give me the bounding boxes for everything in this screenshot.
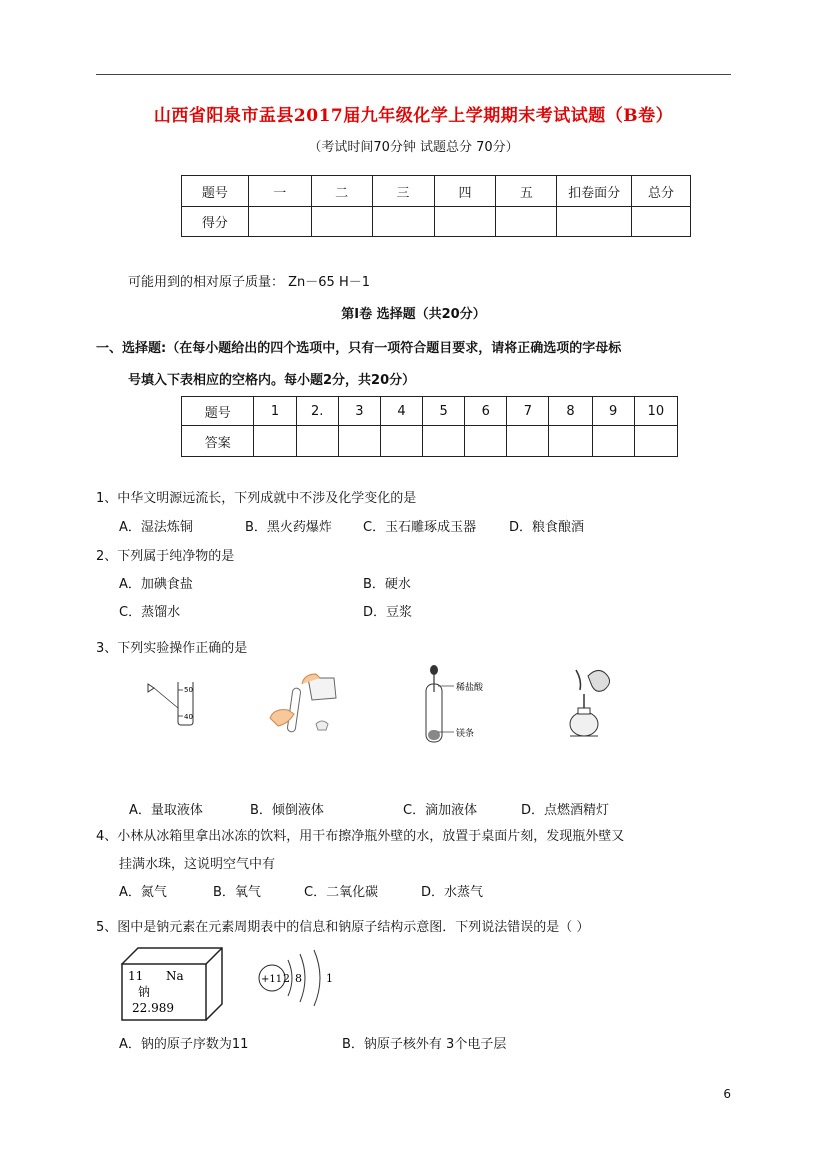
atom-structure-figure	[254, 948, 344, 1010]
answer-table-answer-row	[182, 426, 678, 457]
q5-option-a: A．钠的原子序数为11	[119, 1037, 249, 1052]
section-title: 第Ⅰ卷 选择题（共20分）	[341, 307, 486, 322]
atom-nucleus: +11	[261, 974, 283, 985]
q3-option-b: B．倾倒液体	[250, 803, 324, 818]
score-table-blank-cell	[248, 207, 311, 237]
measuring-cylinder-figure	[140, 678, 215, 728]
answer-table-blank-cell	[507, 426, 549, 457]
answer-table-header-6: 6	[465, 397, 507, 426]
question-4-stem-line-1: 4、小林从冰箱里拿出冰冻的饮料，用干布擦净瓶外壁的水，放置于桌面片刻，发现瓶外壁又	[96, 829, 625, 844]
answer-table-header-9: 9	[592, 397, 634, 426]
score-table-header-row	[182, 176, 691, 207]
answer-table-blank-cell	[465, 426, 507, 457]
score-table	[181, 175, 691, 237]
cylinder-tick-50: 50	[184, 686, 193, 694]
score-table-blank-cell	[434, 207, 496, 237]
top-rule	[96, 74, 731, 75]
score-table-header-5: 五	[496, 176, 557, 207]
answer-table-header-3: 3	[338, 397, 380, 426]
dropper-figure	[414, 664, 524, 748]
answer-table-header-7: 7	[507, 397, 549, 426]
q3-option-c: C．滴加液体	[403, 803, 478, 818]
answer-table-blank-cell	[592, 426, 634, 457]
score-table-header-7: 总分	[631, 176, 690, 207]
element-symbol: Na	[166, 969, 184, 983]
shell-3-electrons: 1	[326, 972, 333, 985]
answer-table-header-5: 5	[423, 397, 465, 426]
cylinder-tick-40: 40	[184, 713, 193, 721]
score-table-header-4: 四	[434, 176, 496, 207]
ribbon-label: 镁条	[456, 729, 475, 739]
question-2-stem: 2、下列属于纯净物的是	[96, 549, 235, 564]
question-5-stem: 5、图中是钠元素在元素周期表中的信息和钠原子结构示意图．下列说法错误的是（ ）	[96, 920, 590, 935]
q5-option-b: B．钠原子核外有 3个电子层	[342, 1037, 507, 1052]
answer-table	[181, 396, 678, 457]
pouring-liquid-figure	[264, 668, 346, 740]
q1-option-a: A．湿法炼铜	[119, 520, 193, 535]
q3-option-d: D．点燃酒精灯	[521, 803, 610, 818]
answer-table-blank-cell	[254, 426, 296, 457]
q3-option-a: A．量取液体	[129, 803, 203, 818]
answer-table-header-1: 1	[254, 397, 296, 426]
score-table-blank-cell	[311, 207, 372, 237]
score-table-blank-cell	[631, 207, 690, 237]
answer-table-header-4: 4	[380, 397, 422, 426]
answer-table-blank-cell	[338, 426, 380, 457]
answer-table-blank-cell	[423, 426, 465, 457]
alcohol-lamp-figure	[558, 664, 620, 744]
answer-table-header-10: 10	[634, 397, 677, 426]
score-table-score-row	[182, 207, 691, 237]
q2-option-d: D．豆浆	[363, 605, 413, 620]
page-number: 6	[723, 1087, 731, 1101]
answer-table-header-0: 题号	[182, 397, 254, 426]
page-title: 山西省阳泉市盂县2017届九年级化学上学期期末考试试题（B卷）	[153, 106, 674, 126]
question-1-stem: 1、中华文明源远流长，下列成就中不涉及化学变化的是	[96, 491, 417, 506]
exam-info: （考试时间70分钟 试题总分 70分）	[308, 140, 519, 155]
answer-table-blank-cell	[634, 426, 677, 457]
q1-option-c: C．玉石雕琢成玉器	[363, 520, 477, 535]
score-table-header-3: 三	[372, 176, 434, 207]
score-table-header-0: 题号	[182, 176, 249, 207]
instruction-line-1: 一、选择题:（在每小题给出的四个选项中，只有一项符合题目要求，请将正确选项的字母标	[96, 341, 622, 356]
answer-table-row-label: 答案	[182, 426, 254, 457]
score-table-row-label: 得分	[182, 207, 249, 237]
answer-table-blank-cell	[296, 426, 338, 457]
shell-1-electrons: 2	[283, 972, 290, 985]
acid-label: 稀盐酸	[456, 683, 484, 693]
score-table-header-6: 扣卷面分	[557, 176, 632, 207]
element-card-figure	[118, 944, 226, 1022]
answer-table-header-row	[182, 397, 678, 426]
answer-table-header-8: 8	[549, 397, 592, 426]
q2-option-a: A．加碘食盐	[119, 577, 193, 592]
score-table-blank-cell	[372, 207, 434, 237]
score-table-header-2: 二	[311, 176, 372, 207]
element-name: 钠	[138, 985, 151, 999]
score-table-header-1: 一	[248, 176, 311, 207]
atomic-mass-note: 可能用到的相对原子质量： Zn－65 H－1	[128, 275, 370, 290]
q1-option-d: D．粮食酿酒	[509, 520, 585, 535]
answer-table-header-2: 2.	[296, 397, 338, 426]
instruction-line-2: 号填入下表相应的空格内。每小题2分，共20分）	[128, 373, 416, 388]
q2-option-b: B．硬水	[363, 577, 411, 592]
q4-option-b: B．氧气	[213, 885, 261, 900]
score-table-blank-cell	[557, 207, 632, 237]
answer-table-blank-cell	[380, 426, 422, 457]
q2-option-c: C．蒸馏水	[119, 605, 181, 620]
answer-table-blank-cell	[549, 426, 592, 457]
question-4-stem-line-2: 挂满水珠，这说明空气中有	[119, 857, 276, 872]
element-number: 11	[128, 969, 144, 983]
question-3-stem: 3、下列实验操作正确的是	[96, 641, 248, 656]
score-table-blank-cell	[496, 207, 557, 237]
element-mass: 22.989	[132, 1001, 174, 1015]
q4-option-c: C．二氧化碳	[304, 885, 379, 900]
q1-option-b: B．黑火药爆炸	[245, 520, 332, 535]
q4-option-d: D．水蒸气	[421, 885, 484, 900]
shell-2-electrons: 8	[295, 972, 302, 985]
q4-option-a: A．氮气	[119, 885, 167, 900]
